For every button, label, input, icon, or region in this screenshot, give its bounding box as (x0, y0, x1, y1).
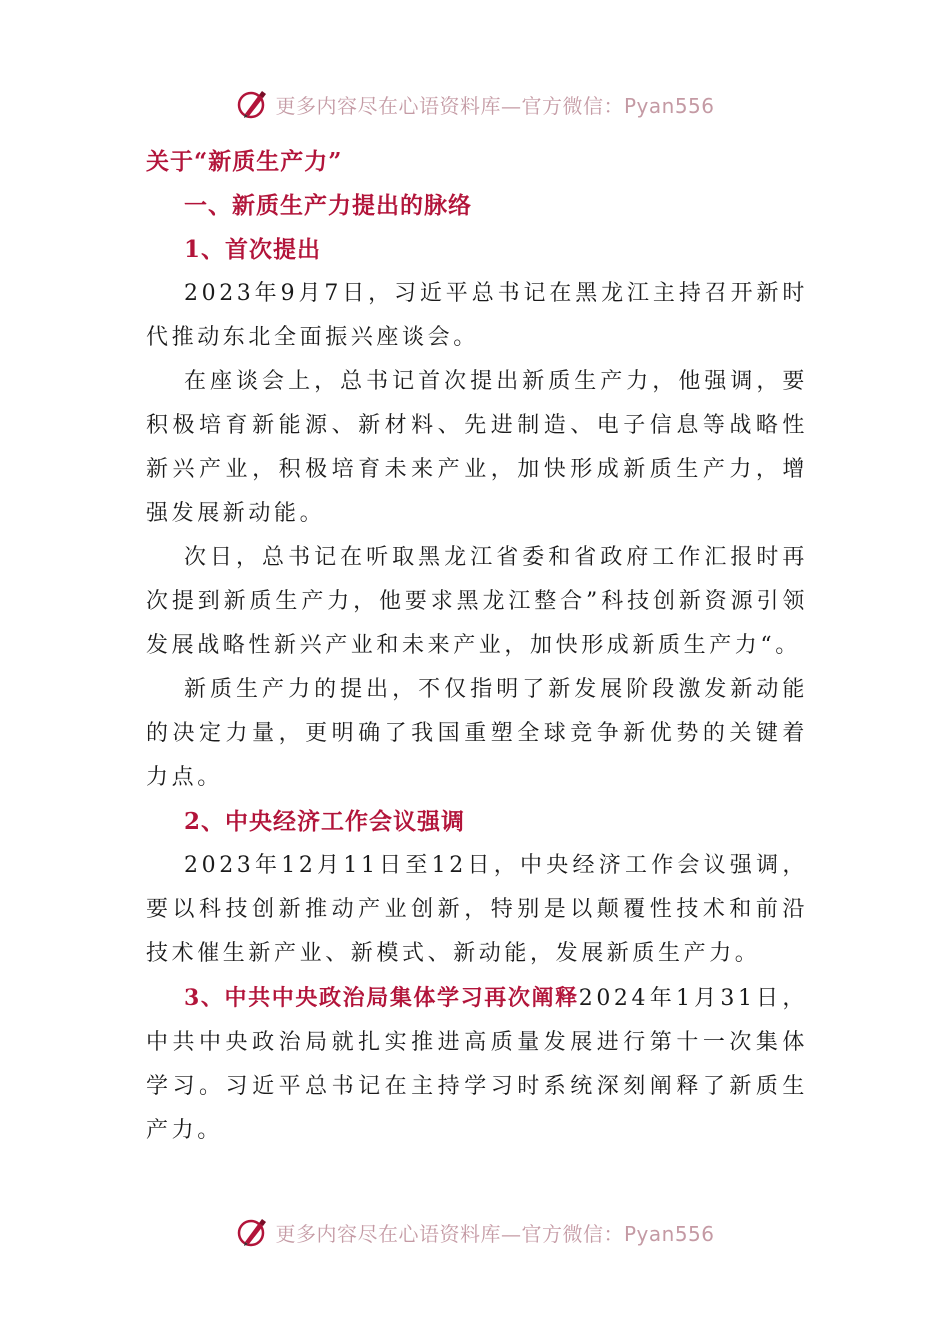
wechat-id: Pyan556 (623, 1221, 715, 1246)
footer-banner-content (235, 1215, 714, 1249)
wechat-id: Pyan556 (623, 93, 715, 118)
paragraph-1: 2023年9月7日，习近平总书记在黑龙江主持召开新时代推动东北全面振兴座谈会。 (146, 281, 808, 350)
paragraph-5: 2023年12月11日至12日，中央经济工作会议强调，要以科技创新推动产业创新，特别是以颠覆性技术和前沿技术催生新产业、新模式、新动能，发展新质生产力。 (146, 853, 808, 966)
banner-slogan: 更多内容尽在心语资料库—官方微信： (275, 93, 624, 118)
subsection-heading-2: 2、中央经济工作会议强调 (184, 808, 466, 835)
header-banner-content (235, 87, 714, 121)
subsection-heading-1: 1、首次提出 (184, 236, 322, 263)
footer-banner (0, 1212, 950, 1252)
pen-circle-logo-icon (235, 87, 269, 121)
paragraph-4: 新质生产力的提出，不仅指明了新发展阶段激发新动能的决定力量，更明确了我国重塑全球竞争新优势的关键着力点。 (146, 677, 808, 790)
pen-circle-logo-icon (235, 1215, 269, 1249)
subsection-heading-3: 3、中共中央政治局集体学习再次阐释 (184, 985, 579, 1011)
paragraph-6-text: 2024年1月31日，中共中央政治局就扎实推进高质量发展进行第十一次集体学习。习近平总书记在主持学习时系统深刻阐释了新质生产力。 (146, 986, 808, 1143)
banner-slogan: 更多内容尽在心语资料库—官方微信： (275, 1221, 624, 1246)
section-heading-1: 一、新质生产力提出的脉络 (184, 192, 472, 219)
header-banner-text (275, 90, 714, 119)
footer-banner-text (275, 1218, 714, 1247)
header-banner (0, 84, 950, 124)
paragraph-3: 次日，总书记在听取黑龙江省委和省政府工作汇报时再次提到新质生产力，他要求黑龙江整合”科技创新资源引领发展战略性新兴产业和未来产业，加快形成新质生产力“。 (146, 545, 808, 658)
paragraph-2: 在座谈会上，总书记首次提出新质生产力，他强调，要积极培育新能源、新材料、先进制造、电子信息等战略性新兴产业，积极培育未来产业，加快形成新质生产力，增强发展新动能。 (146, 369, 808, 526)
paragraph-6 (146, 976, 808, 1153)
document-title: 关于“新质生产力” (146, 148, 343, 175)
document-body (146, 140, 808, 1153)
